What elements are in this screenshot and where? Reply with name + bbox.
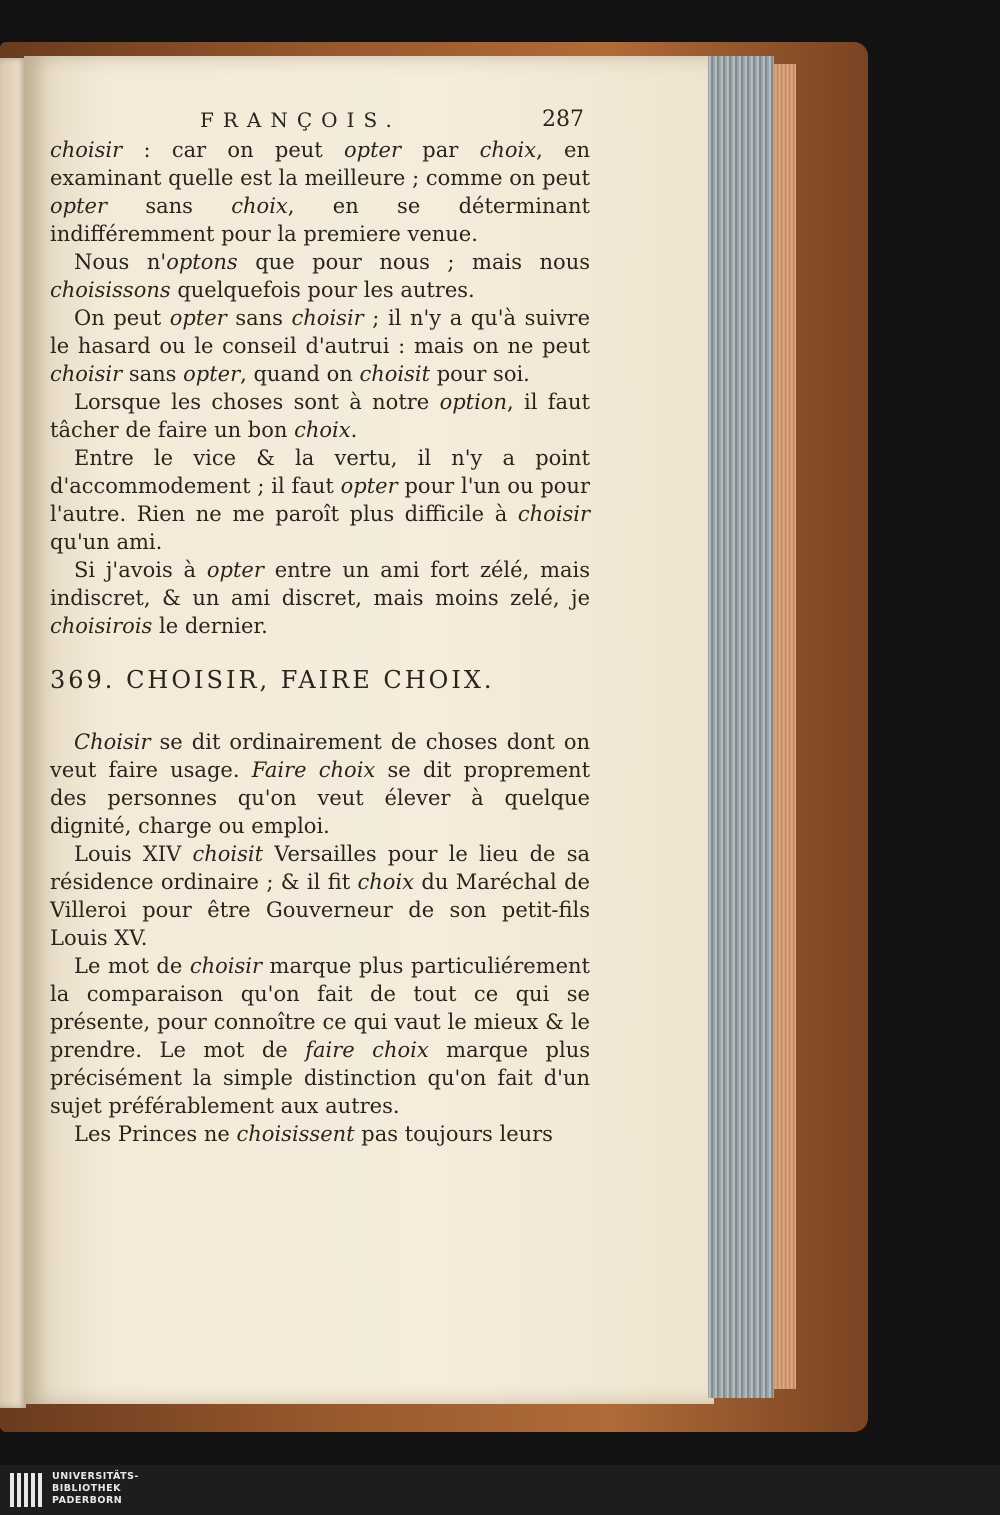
library-logo-text [52,1471,139,1507]
text-run: On peut [74,306,170,330]
text-run: Les Princes ne [74,1122,237,1146]
italic-run: choisit [359,362,431,386]
previous-page-edge [0,58,26,1408]
text-run: par [401,138,480,162]
logo-line: UNIVERSITÄTS- [52,1471,139,1482]
text-run: se dit ordinairement de choses dont on veut faire usage. [50,730,590,782]
text-run: entre un ami fort zélé, mais indiscret, & un ami discret, mais moins zelé, je [50,558,590,610]
library-footer [0,1465,1000,1515]
italic-run: choisirois [50,614,153,638]
paragraph [50,840,590,952]
text-run: pour soi. [430,362,530,386]
paragraph [50,1120,590,1148]
italic-run: choix [294,418,351,442]
logo-line: BIBLIOTHEK [52,1483,121,1494]
italic-run: choisir [517,502,590,526]
text-run: marque plus précisément la simple distinction qu'on fait d'un sujet préférablement aux autres. [50,1038,590,1118]
page-edges-inner [774,64,796,1389]
library-logo-icon [10,1473,44,1507]
paragraph [50,556,590,640]
text-run: sans [107,194,232,218]
italic-run: choisissent [236,1122,355,1146]
paragraph [50,444,590,556]
italic-run: choisir [291,306,364,330]
italic-run: opter [206,558,264,582]
text-run: , en se déterminant indifféremment pour la premiere venue. [50,194,590,246]
text-run: Nous n' [74,250,167,274]
paragraph [50,728,590,840]
text-run: pas toujours leurs [354,1122,553,1146]
italic-run: choisir [189,954,263,978]
italic-run: choix [479,138,537,162]
page-number: 287 [542,107,584,132]
italic-run: faire choix [305,1038,429,1062]
text-run: pour l'un ou pour l'autre. Rien ne me paroît plus difficile à [50,474,590,526]
italic-run: opter [183,362,241,386]
italic-run: opter [340,474,398,498]
text-run: se dit proprement des personnes qu'on veut élever à quelque dignité, charge ou emploi. [50,758,591,838]
paragraph [50,248,590,304]
running-title: FRANÇOIS. [200,108,401,132]
text-run: Lorsque les choses sont à notre [74,390,440,414]
paragraph [50,952,590,1120]
paragraphs-bottom [50,728,590,1148]
italic-run: choisir [50,362,123,386]
italic-run: option [439,390,507,414]
text-run: , en examinant quelle est la meilleure ; comme on peut [50,138,590,190]
section-heading: 369. CHOISIR, FAIRE CHOIX. [50,666,495,694]
text-run: , quand on [240,362,360,386]
paragraph [50,136,590,248]
italic-run: Choisir [74,730,151,754]
paragraph [50,304,590,388]
text-run: le dernier. [152,614,268,638]
italic-run: opter [169,306,227,330]
italic-run: choix [231,194,288,218]
italic-run: choisir [50,138,123,162]
running-head [50,106,590,136]
italic-run: opter [344,138,401,162]
text-run: que pour nous ; mais nous [237,250,590,274]
text-run: qu'un ami. [50,530,163,554]
logo-line: PADERBORN [52,1495,123,1506]
italic-run: Faire choix [251,758,376,782]
text-run: marque plus particuliérement la comparaison qu'on fait de tout ce qui se présente, pour connoître ce qui vaut le mieux & le prendre. Le mot de [50,954,590,1062]
text-run: Le mot de [74,954,190,978]
text-run: , il faut tâcher de faire un bon [50,390,590,442]
page-text [50,106,590,1148]
paragraph [50,388,590,444]
text-run: Versailles pour le lieu de sa résidence ordinaire ; & il fit [50,842,590,894]
text-run: Si j'avois à [74,558,207,582]
page-edges [708,56,774,1398]
text-run: quelquefois pour les autres. [170,278,475,302]
italic-run: choisit [192,842,264,866]
text-run: ; il n'y a qu'à suivre le hasard ou le conseil d'autrui : mais on ne peut [50,306,590,358]
italic-run: optons [166,250,238,274]
text-run: . [350,418,358,442]
text-run: du Maréchal de Villeroi pour être Gouverneur de son petit-fils Louis XV. [50,870,590,950]
paragraphs-top [50,136,590,640]
text-run: sans [226,306,292,330]
italic-run: choix [357,870,415,894]
text-run: sans [122,362,184,386]
text-run: Louis XIV [74,842,193,866]
text-run: Entre le vice & la vertu, il n'y a point d'accommodement ; il faut [50,446,590,498]
text-run: : car on peut [122,138,344,162]
italic-run: choisissons [50,278,171,302]
italic-run: opter [50,194,107,218]
